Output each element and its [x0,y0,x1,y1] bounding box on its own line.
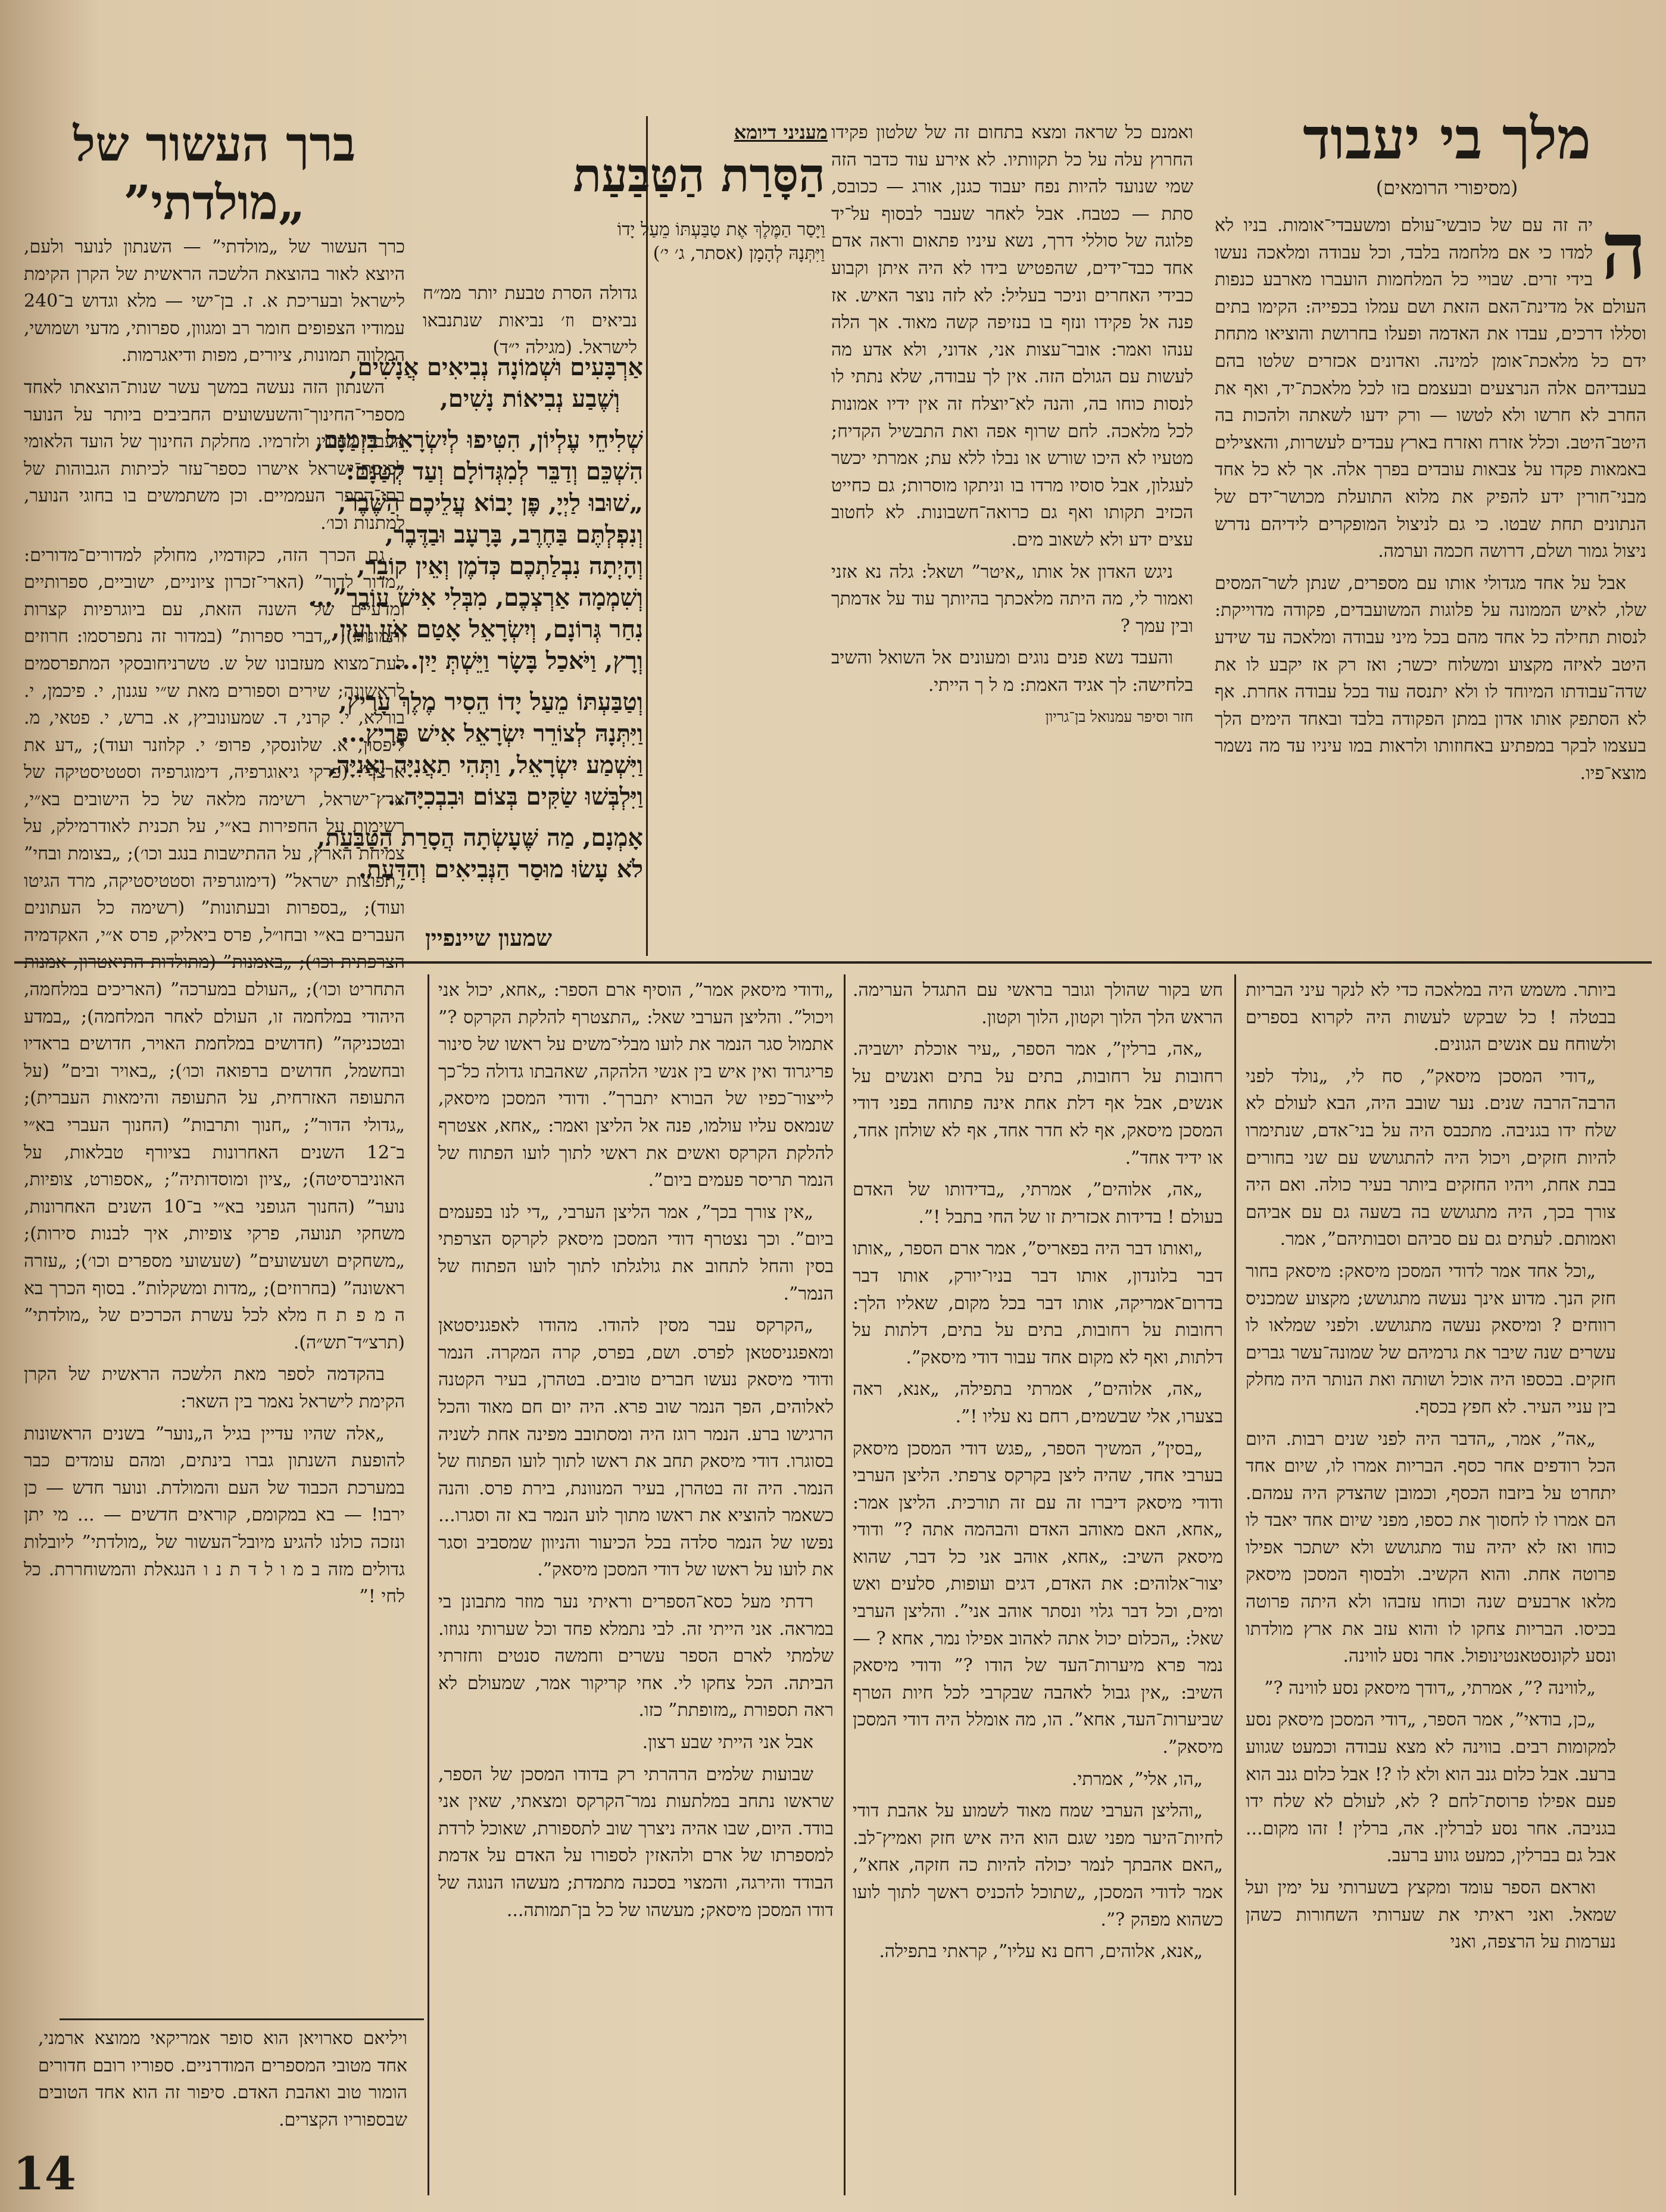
note-rule [60,2018,424,2020]
poem-line: „שׁוּבוּ לַיְיָ, פֶּן יָבוֹא עֲלֵיכֶם הַשֶּׁבֶר, [338,489,643,517]
paragraph: כרך העשור של „מולדתי” — השנתון לנוער ולעם, היוצא לאור בהוצאת הלשכה הראשית של הקרן הקימת לישראל ובעריכת א. ז. בן־ישי — מלא וגדוש ב־240 עמודיו הצפופים חומר רב ומגוון, ספרותי, מדעי ושמושי, המלווה תמונות, ציורים, מפות ודיאגרמות. [24,236,405,366]
paragraph: „לווינה ?”, אמרתי, „דודך מיסאק נסע לווינה ?” [1264,1677,1596,1699]
poem-line: וַיִּלְבְּשׁוּ שַׂקִּים בְּצוֹם וּבִבְכִיָּה.. [387,783,643,811]
page-number: 14 [13,2147,76,2200]
intro-text: גדולה הסרת טבעת יותר ממ״ח נביאים וז׳ נביאות שנתנבאו לישראל. (מגילה י״ד) [423,283,637,359]
article-title-line2: „מולדתי” [123,175,305,230]
paragraph: רדתי מעל כסא־הספרים וראיתי נער מוזר מתבונן בי במראה. אני הייתי זה. לבי נתמלא פחד וכל שערותי נגוזו. שלמתי לארם הספר עשרים וחמשה סנטים וחזרתי הביתה. הכל צחקו לי. אחי קריקור אמר, שמעולם לא ראה תספורת „מזופתת” כזו. [438,1591,834,1721]
paragraph-text: יה זה עם של כובשי־עולם ומשעבדי־אומות. בניו לא למדו כי אם מלחמה בלבד, וכל עבודה ומלאכה נעשו בידי זרים. שבויי כל המלחמות הועברו מארבע כנפות העולם אל מדינת־האם הזאת ושם עמלו בכפייה: הקימו בתים וסללו דרכים, עבדו את האדמה ופעלו בחרושת והוציאו מתחת ידם כל מלאכת־אומן למינה. ואדונים אכזרים שלטו בהם בעבדיהם אלה הנרצעים ובעצמם בזו לכל מלאכת־יד, ואף את החרב לא חרשו ולא לטשו — ורק ידעו לשאתה ולהכות בה היטב־היטב. וכלל אזרח ואזרח בארץ עבדים לעשרות, והאצילים באמאות פקדו על צבאות עובדים בפרך אלה. אך לא כל אחד מבני־חורין ידע להפיק את מלוא התועלת מכושר־ידם של הנתונים תחת שבטו. כי גם לניצול המופקרים לידיהם נדרש ניצול גמור ושלם, דרושה חכמה וערמה. [1215,215,1646,562]
poem-line: נִחַר גְּרוֹנָם, וְיִשְׂרָאֵל אָטַם אֹזֶן וְעָיִן, [331,615,643,643]
poem-body [308,351,643,917]
section-kicker: מעניני דיומא [734,121,828,144]
author-note: ויליאם סארויאן הוא סופר אמריקאי ממוצא ארמני, אחד מטובי המספרים המודרניים. ספוריו רובם חדורים הומור טוב ואהבת האדם. סיפור זה הוא אחד הטובים שבספוריו הקצרים. [38,2028,407,2130]
story-title: מלך בי יעבוד [1303,105,1591,172]
motto-line: וַיָּסַר הַמֶּלֶךְ אֶת טַבַּעְתּוֹ מֵעַל יָדוֹ [617,219,825,240]
poem-signature: שמעון שיינפיין [425,924,553,951]
paragraph: „אה, אלוהים”, אמרתי בתפילה, „אנא, ראה בצערו, אלי שבשמים, רחם נא עליו !”. [853,1379,1223,1427]
poem-line: לֹא עָשׂוּ מוּסַר הַנְּבִיאִים וְהַדַּעַת. [358,855,643,883]
poem-line: אַרְבָּעִים וּשְׁמוֹנָה נְבִיאִים אֲנָשִׁים, [349,353,643,381]
paragraph: „וכל אחד אמר לדודי המסכן מיסאק: מיסאק בחור חזק הנך. מדוע אינך נעשה מתגושש; מקצוע שמכניס רווחים ? ומיסאק נעשה מתגושש. ולפני שמלאו לו עשרים שנה שיבר את גרמיהם של שמונה־עשר גברים חזקים. בכספו היה אוכל ושותה ואת הנותר היה מחלק בין עניי העיר. לא חפץ בכסף. [1246,1260,1616,1417]
motto-line: וַיִּתְּנָהּ לְהָמָן (אסתר, ג׳ י׳) [653,243,825,264]
poem-line: וַיִּתְּנָהּ לְצוֹרֵר יִשְׂרָאֵל אִישׁ פָּרִיץ... [341,719,643,747]
stanza-break [417,415,643,424]
paragraph: שבועות שלמים הרהרתי רק בדודו המסכן של הספר, שראשו נתחב במלתעות נמר־הקרקס ומצאתי, שאין אני בודד. היום, שבו אהיה ניצרך שוב לתספורת, שאוכל לרדת למספרתו של ארם ולהאזין לספורו על האדם על אדמת הבודד והירגה, והמצוי בסכנה מתמדת; מעשהו הנוגה של דודו המסכן מיסאק; מעשהו של כל בן־תמותה... [438,1764,834,1921]
paragraph: „ואותו דבר היה בפאריס”, אמר ארם הספר, „אותו דבר בלונדון, אותו דבר בניו־יורק, אותו דבר בדרום־אמריקה, אותו דבר בכל מקום, שאליו הלך: רחובות על רחובות, בתים על בתים, דלתות על דלתות, ואף לא מקום אחד עבור דודי מיסאק”. [853,1238,1223,1368]
paragraph: השנתון הזה נעשה במשך עשר שנות־הוצאתו לאחד מספרי־החינוך־והשעשועים החביבים ביותר על הנוער העברי לחוגיו ולזרמיו. מחלקת החינוך של הועד הלאומי לכנסת־ישראל אישרו כספר־עזר לכיתות הגבוהות של בתי־הספר העממיים. וכן משתמשים בו בחוגי הנוער, למתנות וכו׳. [24,376,405,534]
paragraph: „בסין”, המשיך הספר, „פגש דודי המסכן מיסאק בערבי אחד, שהיה ליצן בקרקס צרפתי. הליצן הערבי ודודי מיסאק דיברו זה עם זה תורכית. הליצן אמר: „אחא, האם מאוהב האדם והבהמה אתה ?” ודודי מיסאק השיב: „אחא, אוהב אני כל דבר, שהוא יצור־אלוהים: את האדם, דגים ועופות, סלעים ואש ומים, וכל דבר גלוי ונסתר אוהב אני”. והליצן הערבי שאל: „הכלום יכול אתה לאהוב אפילו נמר, אחא ? — נמר פרא מיערות־העד של הודו ?” ודודי מיסאק השיב: „אין גבול לאהבה שבקרבי לכל חיות הטרף שביערות־העד, אחא”. הו, מה אומלל היה דודי המסכן מיסאק”. [853,1438,1223,1758]
poem-intro [423,280,637,359]
paragraph: והעבד נשא פנים נוגים ומעונים אל השואל והשיב בלחישה: לך אגיד האמת: מ ל ך הייתי. [831,647,1193,696]
poem-title: הַסָּרַת הַטַּבַּעַת [573,148,825,202]
poem-line: וְנִפְלְתֶּם בַּחֶרֶב, בָּרָעָב וּבַדֶּבֶר, [385,521,643,549]
paragraph: ואראם הספר עומד ומקצץ בשערותי על ימין ועל שמאל. ואני ראיתי את שערותי השחורות כשהן נערמות על הרצפה, ואני [1246,1877,1616,1953]
paragraph: אבל אני הייתי שבע רצון. [642,1732,813,1753]
paragraph: „ודודי מיסאק אמר”, הוסיף ארם הספר: „אחא, יכול אני ויכול”. והליצן הערבי שאל: „התצטרף להלקת הקרקס ?” אתמול סגר הנמר את לועו מבלי־משים על ראשו של סינור פריגרוד ואין איש בין אנשי הלהקה, שאהבתו גדולה כל־כך לייצור־כפיו של הבורא יתברך”. ודודי המסכן מיסאק, שנמאס עליו עולמו, פנה אל הליצן ואמר: „אחא, אצטרף להלקת הקרקס ואשים את ראשי לתוך לועו הפתוח של הנמר תריסר פעמים ביום”. [438,980,834,1191]
column-rule [428,974,429,2195]
paragraph: גם הכרך הזה, כקודמיו, מחולק למדורים־מדורים: „מדור לדור” (הארי־זכרון ציוניים, ישוביים, ספרותיים ומדעיים של השנה הזאת, עם ביוגרפיות קצרות ותמונות); „דברי ספרות” (במדור זה נתפרסמו: חרוזים לעת־מצוא מעזבונו של ש. טשרניחובסקי המתפרסמים לראשונה; שירים וספורים מאת ש״י עגנון, י. פיכמן, י. בורלא, י. קרני, ד. שמעונוביץ, א. ברש, י. פטאי, מ. ליפסון, א. שלונסקי, פרופ׳ י. קלוזנר ועוד); „דע את ארצך” (פרקי גיאוגרפיה, דימוגרפיה וסטטיסטיקה של ארץ־ישראל, רשימה מלאה של כל הישובים בא״י, רשימות על החפירות בא״י, על תכנית לאודרמילק, על צמיחת הארץ, על ההתישבות בנגב וכו׳); „בצומת ובחי” „תפוצות ישראל” (דימוגרפיה וסטטיסטיקה, מרד הגיטו ועוד); „בספרות ובעתונות” (רשימה כל העתונים העברים בא״י ובחו״ל, פרס ביאליק, פרס א״י, האקדמיה הצרפתית וכו׳); „באמנות” (מתולדות התיאטרון, אמנות התחריט וכו׳); „העולם במערכה” (האריכים במלחמה, היהודי במלחמה זו, העולם לאחר המלחמה); „במדע ובטכניקה” (חדושים במלחמת האויר, חדושים בראדיו ובחשמל, חדושים ברפואה וכו׳); „באויר ובים” (על התעופה האזרחית, על התעופה והימאות העברית); „גדולי הדור”; „חנוך ותרבות” (החנוך העברי בא״י ב־12 השנים האחרונות בציורף טבלאות, על האוניברסיטה); „ציון ומוסדותיה”; „אספורט, צופיות, נוער” (החנוך הגופני בא״י ב־10 השנים האחרונות, משחקי תנועה, פרקי צופיות, איך לבנות סירות); „משחקים ושעשועים” (שעשועי מספרים וכו׳); „עזרה ראשונה” (בחרוזים); „מדות ומשקלות”. בסוף הכרך בא ה מ פ ת ח מלא לכל עשרת הכרכים של „מולדתי” (תרצ״ד־תש״ה). [24,544,405,1353]
poem-line: אָמְנָם, מַה שֶּׁעָשְׂתָה הֲסָרַת הַטַּבַּעַת, [317,824,643,852]
paragraph: „אין צורך בכך”, אמר הליצן הערבי, „די לנו בפעמים ביום”. וכך נצטרף דודי המסכן מיסאק לקרקס הצרפתי בסין והחל לתחוב את גולגלתו לתוך לועו הפתוח של הנמר”. [438,1201,834,1304]
paragraph: „והליצן הערבי שמח מאוד לשמוע על אהבת דודי לחיות־היער מפני שגם הוא היה איש חזק ואמיץ־לב. „האם אהבתך לנמר יכולה להיות כה חזקה, אחא”, אמר לדודי המסכן, „שתוכל להכניס ראשך לתוך לועו כשהוא מפהק ?”. [853,1800,1223,1930]
drop-cap: ה [1601,205,1646,297]
article-title: ברך העשור של [73,116,356,172]
poem-line: וְטַבַּעְתּוֹ מֵעַל יָדוֹ הֵסִיר מֶלֶךְ עָרִיץ, [338,688,643,716]
story-credit: חזר וסיפר עמנואל בן־גריון [1045,708,1193,726]
poem-line: וְרָץ, וַיֹּאכַל בָּשָׂר וַיֵּשְׁתְּ יַיִן... [394,647,643,675]
paragraph: „אה, ברלין”, אמר הספר, „עיר אוכלת יושביה. רחובות על רחובות, בתים על בתים ואנשים על אנשים, אבל אף דלת אחת אינה פתוחה בפני דודי המסכן מיסאק, אף לא חדר אחד, אף לא שולחן אחד, או ידיד אחד”. [853,1039,1223,1169]
story-column [1246,977,1616,2198]
story-column [853,977,1223,2198]
poem-line: וְהָיְתָה נִבְלַתְכֶם כְּדֹמֶן וְאֵין קוֹבֵר, [357,552,643,580]
column-rule [1234,974,1236,2195]
paragraph: ביותר. משמש היה במלאכה כדי לא לנקר עיני הבריות בבטלה ! כל שבקש לעשות היה לקרוא בספרים ולשוחח עם אנשים הגונים. [1246,980,1616,1055]
paragraph: ואמנם כל שראה ומצא בתחום זה של שלטון פקידו החרוץ עלה על כל תקוותיו. לא אירע עוד כדבר הזה שמי שנועד להיות נפח יעבוד כגנן, אורג — ככובס, סתת — כטבח. אבל לאחר שעבר לבסוף על־יד פלוגה של סוללי דרך, נשא עיניו פתאום וראה אדם אחד כבד־ידים, שהפטיש בידו לא היה איתן וקבוע כבידי האחרים וניכר בעליל: לא לזה נוצר האיש. אז פנה אל פקידו ונזף בו בנזיפה קשה מאוד. אך הלה ענהו ואמר: אובר־עצות אני, אדוני, ולא אדע מה לעשות עם הגולם הזה. אין לך עבודה, שלא נתתי לו לנסות כוחו בה, והנה לא־יוצלח זה אין ידיו אמונות לכל מלאכה. לחם שרוף אפה ואת התבשיל הקדיח; מטעיו לא היכו שורש או נבלו ללא עת; אמרתי יכשר לעגלון, אבל סוסיו מרדו בו וניתקו מוסרות; גם כחייט הכזיב תקותו ואף גם כרואה־חשבונות. לא לחטוב עצים ידע ולא לשאוב מים. [831,122,1193,550]
paragraph: „הקרקס עבר מסין להודו. מהודו לאפגניסטאן ומאפגניסטאן לפרס. ושם, בפרס, קרה המקרה. הנמר ודודי מיסאק נעשו חברים טובים. בטהרן, בעיר הקטנה לאלוהים, הפך הנמר שוב פרא. היה יום חם מאוד והכל הרגישו ברע. הנמר רוגז היה ומסתובב מפינה אחת לשניה בסוגרו. דודי מיסאק תחב את ראשו לתוך לועו הפתוח של הנמר. היה זה בטהרן, בעיר המנוונת, בירת פרס. והנה כשאמר להוציא את ראשו מתוך לוע הנמר בא זה וסגרו... נפשו של הנמר סלדה בכל הכיעור והניוון שמסביב וסגר את לועו על ראשו של דודי המסכן מיסאק”. [438,1315,834,1581]
poem-line: וְשֶׁבַע נְבִיאוֹת נָשִׁים, [439,385,620,413]
poem-line: הִשְׁכֵּם וְדַבֵּר לְמִגְּדוֹלָם וְעַד קְטַנָּם: [345,457,643,485]
story-subtitle: (מסיפורי הרומאים) [1375,176,1518,199]
paragraph: „דודי המסכן מיסאק”, סח לי, „נולד לפני הרבה־הרבה שנים. נער שובב היה, הבא לעולם לא שלח ידו בגניבה. מתכבס היה על בני־אדם, שנתימרו להיות חזקים, ויכול היה להתגושש עם שני בחורים בבת אחת, ויהיו החזקים ביותר בעיר כולה. ואם היה צורך בכך, היה מתגושש בה בשעה גם עם אביהם ואמותם. לעתים גם עם סביהם וסבותיהם”, אמר. [1246,1066,1616,1250]
paragraph: חש בקור שהולך וגובר בראשי עם התגדל הערימה. הראש הלך הלוך וקטון, הלוך וקטון. [853,980,1223,1028]
paragraph: בהקדמה לספר מאת הלשכה הראשית של הקרן הקימת לישראל נאמר בין השאר: [24,1364,405,1412]
paragraph: „אלה שהיו עדיין בגיל ה„נוער” בשנים הראשונות להופעת השנתון גברו בינתים, ומהם עומדים כבר במערכת הכבוד של העם והמולדת. ונוער חדש — כן ירבו! — בא במקומם, קוראים חדשים — ... מי יתן ונזכה כולנו להגיע מיובל־העשור של „מולדתי” ליובלות גדולים מזה ב מ ו ל ד ת נ ו הנגאלת והמשוחררת. כל לחי !” [24,1423,405,1607]
column-rule [646,116,648,956]
poem-motto [617,218,825,266]
story-column [831,119,1193,954]
poem-line: שְׁלִיחֵי עֶלְיוֹן, הִטִּיפוּ לְיִשְׂרָאֵל בִּזְמַנָּם, [315,426,643,454]
poem-line: וְשִׁמְמָה אַרְצְכֶם, מִבְּלִי אִישׁ עוֹבֵר”... [308,584,643,612]
paragraph: „אה”, אמר, „הדבר היה לפני שנים רבות. היום הכל רודפים אחר כסף. הבריות אמרו לו, שיום אחד יתחרט על ביזבוז הכסף, וכמובן שהצדק היה עמהם. הם אמרו לו לחסוך את כספו, מפני שיום אחד יאבד לו כוחו ואז לא יהיה עוד מתגושש ולא ישתכר אפילו פרוטה אחת. והוא הקשיב. ולבסוף המסכן מיסאק מלאו ארבעים שנה וכוחו עזבהו ולא היתה פרוטה בכיסו. הבריות צחקו לו והוא עזב את ארץ מולדתו ונסע לקונסטאנטינופול. אחר נסע לווינה. [1246,1428,1616,1667]
stanza-break [417,812,643,822]
stanza-break [417,677,643,686]
poem-line: וַיִּשְׁמַע יִשְׂרָאֵל, וַתְּהִי תַאֲנִיָּה וַאֲנִיָּה, [328,751,643,779]
paragraph: „אנא, אלוהים, רחם נא עליו”, קראתי בתפילה. [879,1941,1203,1962]
story-column [1215,205,1646,954]
paragraph: „הו, אלי”, אמרתי. [1071,1768,1203,1790]
column-rule [844,974,846,2195]
article-column [24,233,405,2018]
story-column [438,977,834,2198]
paragraph: „אה, אלוהים”, אמרתי, „בדידותו של האדם בעולם ! בדידות אכזרית זו של החי בתבל !”. [853,1179,1223,1227]
paragraph [1215,205,1646,565]
paragraph: אבל על אחד מגדולי אותו עם מספרים, שנתן לשר־המסים שלו, לאיש הממונה על פלוגות המשועבדים, פקודה מדוייקת: לנסות תחילה כל אחד מהם בכל מיני עבודה ומלאכה עד שידע היטב לאיזה מקצוע ומשלוח יכשר; ואז רק אז יקבע לו את שדה־עבודתו המיוחד לו ולא יתנסה עוד בכל עבודה אחרת. אף לא הסתפק אותו אדון במתן הפקודה בלבד ובאחד הימים הלך בעצמו לבקר במפתיע באחוזותו ולראות במו עיניו עד מה נשמר מוצא־פיו. [1215,572,1646,784]
paragraph: „כן, בודאי”, אמר הספר, „דודי המסכן מיסאק נסע למקומות רבים. בווינה לא מצא עבודה וכמעט שגווע ברעב. אבל כלום גנב הוא ולא לו ?! אבל כלום גנב הוא פעם אפילו פרוסת־לחם ? לא, לעולם לא שלח ידו בגניבה. אחר נסע לברלין. אה, ברלין ! זהו מקום... אבל גם בברלין, כמעט גווע ברעב. [1246,1709,1616,1867]
paragraph: ניגש האדון אל אותו „איטר” ושאל: גלה נא אזני ואמור לי, מה היתה מלאכתך בהיותך עוד על אדמתך ובין עמך ? [831,561,1193,637]
